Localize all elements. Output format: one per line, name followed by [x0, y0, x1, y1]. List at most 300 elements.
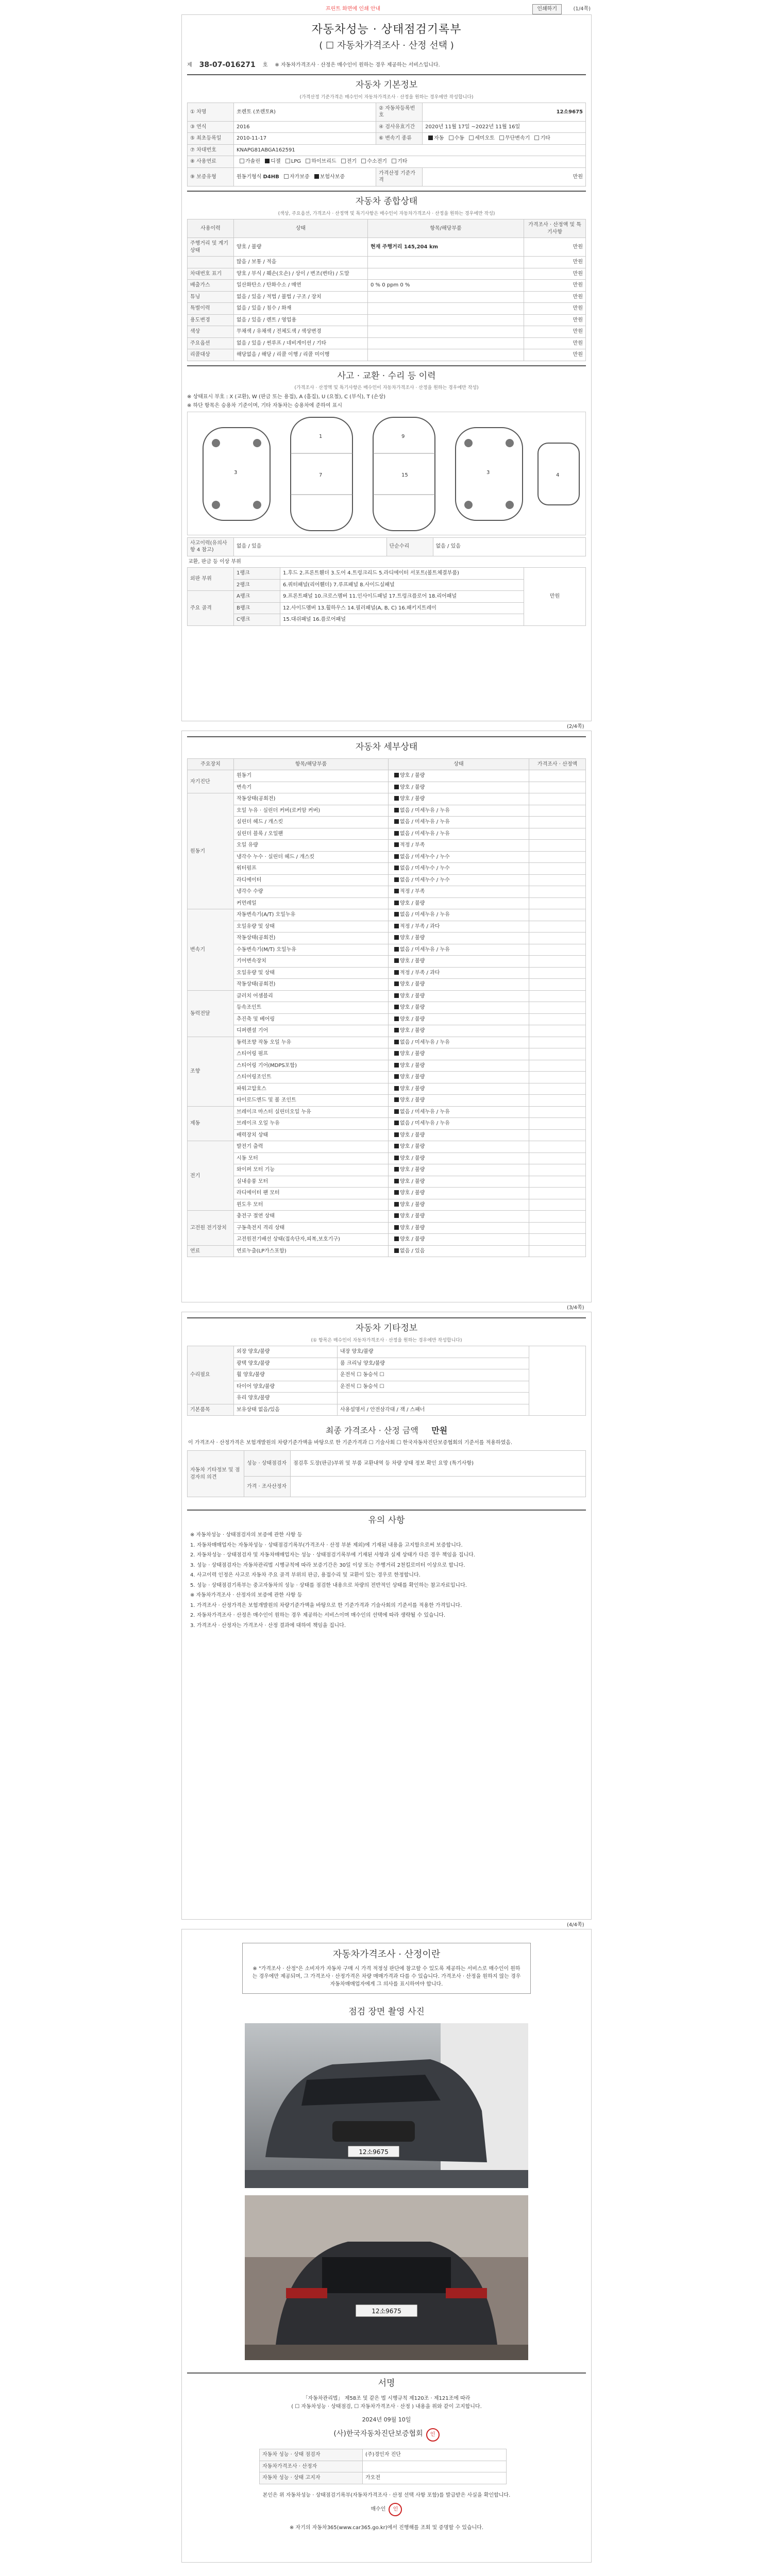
frame-heading: 교환, 판금 등 이상 부위 [188, 558, 241, 565]
checkbox-checked-icon [394, 1063, 399, 1067]
detail-group-label: 연료 [188, 1245, 234, 1257]
car-outline-icon [188, 412, 586, 535]
accident-legend-2: ※ 하단 항목은 승용차 기준이며, 기타 자동차는 승용차에 준하여 표시 [187, 403, 342, 409]
detail-price [529, 909, 586, 921]
basic-info-table [187, 103, 586, 187]
detail-part: 스티어링조인트 [234, 1072, 389, 1083]
table-row [188, 886, 586, 898]
signature-text-2: ( ☐ 자동차성능 · 상태점검, ☐ 자동차가격조사 · 산정 ) 내용을 위와 같이 고지합니다. [291, 2404, 482, 2410]
frame-table [187, 567, 586, 626]
notice-item: ※ 자동차성능 · 상태점검자의 보증에 관한 사항 등 [190, 1532, 303, 1538]
table-row [188, 1234, 586, 1246]
table-row: 많음 / 보통 / 적음 만원 [188, 257, 586, 268]
svg-text:7: 7 [319, 472, 323, 478]
checkbox-checked-icon [394, 1040, 399, 1044]
table-row: 차대번호 표기 양호 / 부식 / 훼손(오손) / 상이 / 변조(변타) / 도말 만원 [188, 268, 586, 280]
detail-state: 없음 / 미세누유 / 누유 [389, 944, 529, 956]
table-row: 자동차가격조사 · 산정자 [260, 2461, 507, 2472]
checkbox-checked-icon [394, 1051, 399, 1056]
checkbox-checked-icon [394, 947, 399, 952]
checkbox-checked-icon [394, 877, 399, 882]
detail-part: 충전구 절연 상태 [234, 1211, 389, 1223]
svg-text:9: 9 [401, 433, 405, 439]
inspect-period-value: 2020년 11월 17일 ~2022년 11월 16일 [423, 121, 586, 133]
status-col-item: 항목/해당부품 [368, 219, 524, 238]
detail-part: 파워고압호스 [234, 1083, 389, 1095]
status-col-usage: 사용이력 [188, 219, 234, 238]
detail-group-label: 제동 [188, 1106, 234, 1141]
status-col-price: 가격조사 · 산정액 및 특기사항 [524, 219, 586, 238]
checkbox-checked-icon [394, 1213, 399, 1218]
checkbox-checked-icon [394, 1248, 399, 1253]
table-row [188, 1048, 586, 1060]
checkbox-checked-icon [394, 1225, 399, 1230]
status-note: (색상, 주요옵션, 가격조사 · 산정액 및 특기사항은 매수인이 자동차가격조사 · 산정을 원하는 경우에만 작성) [278, 211, 495, 216]
detail-state: 양호 / 불량 [389, 1234, 529, 1246]
detail-part: 배력장치 상태 [234, 1129, 389, 1141]
document-title: 자동차성능 · 상태점검기록부 [311, 23, 462, 36]
detail-state: 양호 / 불량 [389, 1048, 529, 1060]
detail-part: 워터펌프 [234, 863, 389, 875]
detail-price [529, 1118, 586, 1130]
table-row [188, 793, 586, 805]
checkbox-checked-icon [394, 1144, 399, 1148]
inspector-table [187, 1450, 586, 1497]
detail-part: 클러치 어셈블리 [234, 990, 389, 1002]
sheet-signature [181, 1929, 592, 2563]
table-row [188, 897, 586, 909]
detail-price [529, 1211, 586, 1223]
table-row: 색상 무채색 / 유채색 / 전체도색 / 색상변경 만원 [188, 326, 586, 338]
checkbox-checked-icon [394, 1202, 399, 1207]
detail-part: 고전원전기배선 상태(접속단자,피복,보호기구) [234, 1234, 389, 1246]
detail-group-label: 자기진단 [188, 770, 234, 793]
detail-state: 양호 / 불량 [389, 1095, 529, 1107]
checkbox-icon [285, 159, 290, 163]
table-row [188, 1141, 586, 1153]
sheet-basic-info [181, 14, 592, 721]
table-row: 리콜대상 해당없음 / 해당 / 리콜 이행 / 리콜 미이행 만원 [188, 349, 586, 361]
vin-value: KNAPG81ABGA162591 [234, 144, 586, 156]
detail-state: 양호 / 불량 [389, 1211, 529, 1223]
detail-price [529, 921, 586, 933]
doc-info [187, 60, 586, 70]
table-row: C랭크 15.대쉬패널 16.플로어패널 [188, 614, 586, 626]
checkbox-icon [469, 135, 474, 140]
detail-price [529, 1060, 586, 1072]
detail-table: 주요장치 항목/해당부품 상태 가격조사 · 산정액 자기진단 원동기 양호 / 불량 변속기 양호 / 불량 원동기 작동상태(공회전) 양호 / 불량 오일 누유 · 실린더 커버(로커암 커버) 없음 / 미세누유 / 누유 실린더 헤드 / 개스킷 없음 / 미세누유 / 누유 실린더 블록 / 오일팬 없음 / 미세누유 / 누유 오일 유량 적정 / 부족 냉각수 누수 · 실린더 헤드 / 개스킷 없음 / 미세누수 / 누수 워터펌프 없음 / 미세누수 / 누수 라디에이터 없음 / 미세누수 / 누수 냉각수 수량 적정 / 부족 커먼레일 양호 / 불량 변속기 자동변속기(A/T) 오일누유 없음 / 미세누유 / 누유 오일유량 및 상태 적정 / 부족 / 과다 작동상태(공회전) 양호 / 불량 수동변속기(M/T) 오일누유 없음 / 미세누유 / 누유 기어변속장치 양호 / 불량 오일유량 및 상태 적정 / 부족 / 과다 작동상태(공회전) 양호 / 불량 동력전달 클러치 어셈블리 양호 / 불량 등속조인트 양호 / 불량 추진축 및 베어링 양호 / 불량 디퍼렌셜 기어 양호 / 불량 조향 동력조향 작동 오일 누유 없음 / 미세누유 / 누유 스티어링 펌프 양호 / 불량 스티어링 기어(MDPS포함) 양호 / 불량 스티어링조인트 양호 / 불량 파워고압호스 양호 / 불량 타이로드엔드 및 볼 조인트 양호 / 불량 제동 브레이크 마스터 실린더오일 누유 없음 / 미세누유 / 누유 브레이크 오일 누유 없음 / 미세누유 / 누유 배력장치 상태 양호 / 불량 전기 발전기 출력 양호 / 불량 시동 모터 양호 / 불량 와이퍼 모터 기능 양호 / 불량 실내송풍 모터 양호 / 불량 라디에이터 팬 모터 양호 / 불량 윈도우 모터 양호 / 불량 고전원 전기장치 충전구 절연 상태 양호 / 불량 구동축전지 격리 상태 양호 / 불량 고전원전기배선 상태(접속단자,피복,보호기구) 양호 / 불량 연료 연료누출(LP가스포함) 없음 / 있음 [187, 758, 586, 1258]
detail-state: 양호 / 불량 [389, 1199, 529, 1211]
checkbox-checked-icon [394, 1190, 399, 1195]
detail-part: 냉각수 수량 [234, 886, 389, 898]
transmission-options [423, 133, 586, 145]
svg-text:3: 3 [234, 469, 238, 476]
detail-part: 등속조인트 [234, 1002, 389, 1014]
detail-price [529, 1048, 586, 1060]
checkbox-checked-icon [394, 866, 399, 870]
svg-text:3: 3 [486, 469, 490, 476]
table-row: 용도변경 없음 / 있음 / 렌트 / 영업용 만원 [188, 314, 586, 326]
transmission-semi: 세미오토 [466, 135, 495, 141]
table-row: 2랭크 6.쿼터패널(리어휀더) 7.루프패널 8.사이드실패널 [188, 579, 586, 591]
first-reg-label: ⑤ 최초등록일 [188, 133, 234, 145]
document-subtitle: ( ☐ 자동차가격조사 · 산정 선택 ) [319, 40, 454, 51]
table-row [188, 782, 586, 793]
plate-label: ② 자동차등록번호 [376, 103, 423, 121]
detail-part: 발전기 출력 [234, 1141, 389, 1153]
photo-title: 점검 장면 촬영 사진 [348, 2007, 425, 2018]
detail-part: 자동변속기(A/T) 오일누유 [234, 909, 389, 921]
detail-price [529, 1083, 586, 1095]
table-row [188, 1176, 586, 1188]
checkbox-checked-icon [394, 981, 399, 986]
checkbox-checked-icon [394, 912, 399, 917]
detail-part: 추진축 및 베어링 [234, 1013, 389, 1025]
table-row: 유리 양호/불량 [188, 1393, 586, 1404]
detail-price [529, 1002, 586, 1014]
table-row [188, 1199, 586, 1211]
detail-price [529, 1013, 586, 1025]
table-row: 자동차 성능 · 상태 고지자 가오전 [260, 2472, 507, 2484]
car-diagram [187, 412, 586, 535]
detail-price [529, 1153, 586, 1164]
year-value: 2016 [234, 121, 376, 133]
detail-group-label: 조향 [188, 1037, 234, 1106]
table-row [188, 1153, 586, 1164]
detail-price [529, 1072, 586, 1083]
footer-note: ※ 자기의 자동차365(www.car365.go.kr)에서 진행해를 조회 및 증명할 수 있습니다. [289, 2524, 484, 2531]
detail-part: 시동 모터 [234, 1153, 389, 1164]
basic-info-heading: 자동차 기본정보 [187, 74, 586, 93]
checkbox-checked-icon [394, 1086, 399, 1091]
detail-part: 타이로드엔드 및 볼 조인트 [234, 1095, 389, 1107]
detail-state: 양호 / 불량 [389, 933, 529, 944]
checkbox-icon [449, 135, 453, 140]
table-row [188, 933, 586, 944]
checkbox-checked-icon [394, 796, 399, 801]
front-photo [245, 2023, 528, 2188]
checkbox-checked-icon [394, 901, 399, 905]
detail-price [529, 874, 586, 886]
checkbox-checked-icon [394, 935, 399, 940]
detail-price [529, 840, 586, 852]
signature-org: (사)한국자동차진단보증협회 인 [182, 2428, 591, 2442]
detail-price [529, 1188, 586, 1199]
checkbox-checked-icon [394, 773, 399, 777]
detail-part: 윈도우 모터 [234, 1199, 389, 1211]
detail-state: 없음 / 미세누유 / 누유 [389, 817, 529, 828]
detail-part: 실내송풍 모터 [234, 1176, 389, 1188]
detail-part: 오일 누유 · 실린더 커버(로커암 커버) [234, 805, 389, 817]
detail-price [529, 1037, 586, 1048]
print-toolbar [181, 3, 592, 14]
sheet-detail-status [181, 731, 592, 1302]
checkbox-icon [240, 159, 244, 163]
detail-price [529, 863, 586, 875]
checkbox-checked-icon [394, 1156, 399, 1160]
detail-part: 연료누출(LP가스포함) [234, 1245, 389, 1257]
detail-state: 없음 / 미세누수 / 누수 [389, 874, 529, 886]
detail-state: 양호 / 불량 [389, 990, 529, 1002]
table-row [188, 1025, 586, 1037]
notice-item: 2. 자동차성능 · 상태점검자 및 자동차매매업자는 성능 · 상태점검기록부에 기재된 사항과 실제 상태가 다른 경우 책임을 집니다. [190, 1552, 475, 1558]
checkbox-icon [284, 174, 289, 179]
doc-no-suffix: 호 [262, 62, 268, 68]
buyer-note: 본인은 위 자동차성능 · 상태점검기록부(자동차가격조사 · 산정 선택 사항 포함)를 발급받은 사실을 확인합니다. [262, 2492, 511, 2498]
plate-value: 12소9675 [423, 103, 586, 121]
table-row [188, 921, 586, 933]
detail-part: 와이퍼 모터 기능 [234, 1164, 389, 1176]
table-row: 주요옵션 없음 / 있음 / 썬루프 / 네비게이션 / 기타 만원 [188, 337, 586, 349]
detail-state: 적정 / 부족 [389, 886, 529, 898]
checkbox-checked-icon [394, 819, 399, 824]
table-row [188, 1095, 586, 1107]
transmission-cvt: 무단변속기 [496, 135, 530, 141]
seal-icon: 인 [426, 2428, 440, 2442]
final-price-heading: 최종 가격조사 · 산정 금액 만원 [325, 1426, 448, 1436]
checkbox-icon [499, 135, 504, 140]
signature-text-1: 「자동차관리법」 제58조 및 같은 법 시행규칙 제120조 · 제121조에 따라 [303, 2396, 470, 2402]
notice-item: ※ 자동차가격조사 · 산정자의 보증에 관한 사항 등 [190, 1592, 303, 1599]
detail-price [529, 979, 586, 991]
page-number-2: (2/4쪽) [567, 724, 584, 730]
detail-part: 원동기 [234, 770, 389, 782]
guide-title: 자동차가격조사 · 산정이란 [332, 1949, 441, 1960]
doc-number: 38-07-016271 [199, 60, 256, 69]
service-notice: ※ 자동차가격조사 · 산정은 매수인이 원하는 경우 제공하는 서비스입니다. [275, 62, 440, 68]
table-row [188, 770, 586, 782]
table-row: 특별이력 없음 / 있음 / 침수 / 화재 만원 [188, 303, 586, 315]
table-row [188, 1129, 586, 1141]
table-row: 기본품목 보유상태 없음/있음 사용설명서 / 안전삼각대 / 잭 / 스패너 [188, 1404, 586, 1416]
first-reg-value: 2010-11-17 [234, 133, 376, 145]
table-row: 사고이력(유의사항 4 참고) 없음 / 있음 단순수리 없음 / 있음 [188, 537, 586, 556]
table-row [188, 1245, 586, 1257]
inspect-period-label: ④ 검사유효기간 [376, 121, 423, 133]
detail-price [529, 1222, 586, 1234]
detail-state: 양호 / 불량 [389, 1222, 529, 1234]
detail-price [529, 1199, 586, 1211]
notice-heading: 유의 사항 [187, 1510, 586, 1529]
warranty-options: 원동기형식 D4HB 자가보증 보험사보증 [234, 167, 376, 186]
detail-state: 양호 / 불량 [389, 1129, 529, 1141]
other-heading: 자동차 기타정보 [187, 1317, 586, 1336]
detail-state: 양호 / 불량 [389, 1072, 529, 1083]
status-table [187, 219, 586, 361]
detail-state: 양호 / 불량 [389, 1141, 529, 1153]
table-row [188, 979, 586, 991]
detail-part: 동력조향 작동 오일 누유 [234, 1037, 389, 1048]
detail-group-label: 전기 [188, 1141, 234, 1211]
table-row: 배출가스 일산화탄소 / 탄화수소 / 매연 0 % 0 ppm 0 % 만원 [188, 280, 586, 292]
sheet-other-info [181, 1312, 592, 1920]
fuel-options: 가솔린 디젤 LPG 하이브리드 전기 수소전기 기타 [234, 156, 586, 168]
detail-price [529, 805, 586, 817]
table-row [188, 967, 586, 979]
detail-price [529, 886, 586, 898]
detail-state: 적정 / 부족 [389, 840, 529, 852]
other-note: (① 항목은 매수인이 자동차가격조사 · 산정을 원하는 경우에만 작성합니다) [311, 1337, 462, 1343]
table-row: 자동차 기타정보 및 점검자의 의견 성능 · 상태점검자 점검후 도장(판금)부위 및 부품 교환내역 등 차량 상태 정보 확인 요망 (특기사항) [188, 1451, 586, 1477]
checkbox-checked-icon [394, 808, 399, 812]
signature-heading: 서명 [187, 2372, 586, 2389]
detail-part: 오일유량 및 상태 [234, 967, 389, 979]
detail-price [529, 990, 586, 1002]
checkbox-checked-icon [394, 924, 399, 928]
detail-price [529, 1095, 586, 1107]
detail-state: 적정 / 부족 / 과다 [389, 921, 529, 933]
detail-part: 커먼레일 [234, 897, 389, 909]
checkbox-checked-icon [394, 1097, 399, 1102]
detail-state: 없음 / 미세누유 / 누유 [389, 909, 529, 921]
table-row [188, 956, 586, 968]
accident-table [187, 537, 586, 556]
detail-state: 양호 / 불량 [389, 793, 529, 805]
detail-state: 양호 / 불량 [389, 1153, 529, 1164]
print-hint: 프린트 화면에 인쇄 안내 [326, 6, 381, 12]
notice-item: 1. 자동차매매업자는 자동차성능 · 상태점검기록부(가격조사 · 산정 부분 제외)에 기재된 내용을 고지함으로써 보증합니다. [190, 1542, 463, 1548]
signature-date: 2024년 09월 10일 [362, 2416, 411, 2424]
detail-state: 없음 / 있음 [389, 1245, 529, 1257]
detail-price [529, 944, 586, 956]
final-price-note: 이 가격조사 · 산정가격은 보험개발원의 차량기준가액을 바탕으로 한 기준가격과 ☐ 기술사회 ☐ 한국자동차진단보증협회의 기준서를 적용하였음. [188, 1439, 513, 1446]
detail-part: 수동변속기(M/T) 오일누유 [234, 944, 389, 956]
svg-text:12소9675: 12소9675 [359, 2148, 389, 2156]
table-row [188, 1083, 586, 1095]
checkbox-checked-icon [394, 970, 399, 975]
page-number-3: (3/4쪽) [567, 1305, 584, 1311]
checkbox-checked-icon [394, 831, 399, 836]
svg-text:4: 4 [556, 472, 560, 478]
car-rear-photo-icon [245, 2195, 528, 2360]
table-row [188, 944, 586, 956]
base-price-label: 가격산정 기준가격 [376, 167, 423, 186]
detail-state: 양호 / 불량 [389, 1164, 529, 1176]
checkbox-checked-icon [394, 1005, 399, 1009]
year-label: ③ 연식 [188, 121, 234, 133]
table-row [188, 1222, 586, 1234]
table-row: 가격 · 조사산정자 [188, 1477, 586, 1497]
table-row: 휠 양호/불량 운전석 ☐ 동승석 ☐ [188, 1369, 586, 1381]
detail-state: 양호 / 불량 [389, 1083, 529, 1095]
detail-price [529, 1025, 586, 1037]
detail-price [529, 1164, 586, 1176]
other-table [187, 1346, 586, 1416]
detail-price [529, 1129, 586, 1141]
detail-part: 기어변속장치 [234, 956, 389, 968]
buyer-label: 매수인 인 [182, 2503, 591, 2516]
status-col-state: 상태 [234, 219, 368, 238]
detail-part: 브레이크 마스터 실린더오일 누유 [234, 1106, 389, 1118]
seal-icon: 인 [389, 2503, 402, 2516]
table-row [188, 1118, 586, 1130]
accident-heading: 사고 · 교환 · 수리 등 이력 [187, 365, 586, 384]
checkbox-checked-icon [394, 842, 399, 847]
detail-price [529, 956, 586, 968]
rear-photo [245, 2195, 528, 2360]
detail-state: 없음 / 미세누수 / 누수 [389, 851, 529, 863]
checkbox-checked-icon [394, 854, 399, 859]
table-row [188, 1106, 586, 1118]
checkbox-checked-icon [265, 159, 270, 163]
detail-state: 없음 / 미세누유 / 누유 [389, 828, 529, 840]
table-row: 광택 양호/불량 룸 크리닝 양호/불량 [188, 1358, 586, 1369]
table-row [188, 863, 586, 875]
notice-item: 3. 성능 · 상태점검자는 자동차관리법 시행규칙에 따라 보증기간은 30일 이상 또는 주행거리 2천킬로미터 이상으로 합니다. [190, 1562, 465, 1568]
detail-part: 작동상태(공회전) [234, 933, 389, 944]
detail-part: 변속기 [234, 782, 389, 793]
table-row [188, 1188, 586, 1199]
detail-part: 브레이크 오일 누유 [234, 1118, 389, 1130]
detail-part: 구동축전지 격리 상태 [234, 1222, 389, 1234]
table-row: 주요 골격 A랭크 9.프론트패널 10.크로스멤버 11.인사이드패널 17.트렁크플로어 18.리어패널 [188, 591, 586, 603]
checkbox-checked-icon [394, 993, 399, 998]
detail-price [529, 1245, 586, 1257]
detail-price [529, 770, 586, 782]
table-row: 외판 부위 1랭크 1.후드 2.프론트휀더 3.도어 4.트렁크리드 5.라디에이터 서포트(볼트체결부품) 만원 [188, 568, 586, 580]
detail-state: 없음 / 미세누유 / 누유 [389, 805, 529, 817]
checkbox-icon [341, 159, 346, 163]
detail-group-label: 고전원 전기장치 [188, 1211, 234, 1246]
table-row [188, 909, 586, 921]
detail-price [529, 967, 586, 979]
detail-state: 적정 / 부족 / 과다 [389, 967, 529, 979]
detail-state: 양호 / 불량 [389, 770, 529, 782]
checkbox-checked-icon [314, 174, 319, 179]
car-name-value: 쏘렌토 (쏘렌토R) [234, 103, 376, 121]
svg-text:12소9675: 12소9675 [372, 2308, 401, 2315]
checkbox-checked-icon [394, 1016, 399, 1021]
detail-price [529, 1106, 586, 1118]
final-price-unit: 만원 [431, 1426, 448, 1436]
transmission-label: ⑥ 변속기 종류 [376, 133, 423, 145]
detail-price [529, 1141, 586, 1153]
table-row [188, 1072, 586, 1083]
status-heading: 자동차 종합상태 [187, 191, 586, 210]
detail-state: 양호 / 불량 [389, 956, 529, 968]
detail-state: 양호 / 불량 [389, 1060, 529, 1072]
detail-part: 디퍼렌셜 기어 [234, 1025, 389, 1037]
transmission-manual: 수동 [446, 135, 464, 141]
detail-state: 양호 / 불량 [389, 1025, 529, 1037]
table-row [188, 817, 586, 828]
detail-part: 라디에이터 팬 모터 [234, 1188, 389, 1199]
vin-label: ⑦ 차대번호 [188, 144, 234, 156]
detail-part: 스티어링 펌프 [234, 1048, 389, 1060]
basic-info-note: (가격산정 기준가격은 매수인이 자동차가격조사 · 산정을 원하는 경우에만 작성합니다) [299, 94, 474, 100]
table-row [188, 840, 586, 852]
detail-state: 양호 / 불량 [389, 1002, 529, 1014]
table-row [188, 1002, 586, 1014]
table-row [188, 828, 586, 840]
print-button[interactable]: 인쇄하기 [532, 4, 562, 14]
table-row [188, 1060, 586, 1072]
detail-part: 오일 유량 [234, 840, 389, 852]
detail-price [529, 1234, 586, 1246]
checkbox-checked-icon [394, 1132, 399, 1137]
car-front-photo-icon [245, 2023, 528, 2188]
table-row: 자동차 성능 · 상태 점검자 (주)경인자 진단 [260, 2449, 507, 2461]
detail-price [529, 828, 586, 840]
detail-state: 없음 / 미세누유 / 누유 [389, 1037, 529, 1048]
fuel-label: ⑧ 사용연료 [188, 156, 234, 168]
checkbox-checked-icon [394, 889, 399, 893]
notice-item: 4. 사고이력 인정은 사고로 자동차 주요 골격 부위의 판금, 용접수리 및 교환이 있는 경우로 한정합니다. [190, 1572, 421, 1579]
checkbox-checked-icon [394, 1028, 399, 1032]
accident-note: (가격조사 · 산정액 및 특기사항은 매수인이 자동차가격조사 · 산정을 원하는 경우에만 작성) [294, 385, 479, 391]
detail-state: 양호 / 불량 [389, 1188, 529, 1199]
table-row: 타이어 양호/불량 운전석 ☐ 동승석 ☐ [188, 1381, 586, 1393]
